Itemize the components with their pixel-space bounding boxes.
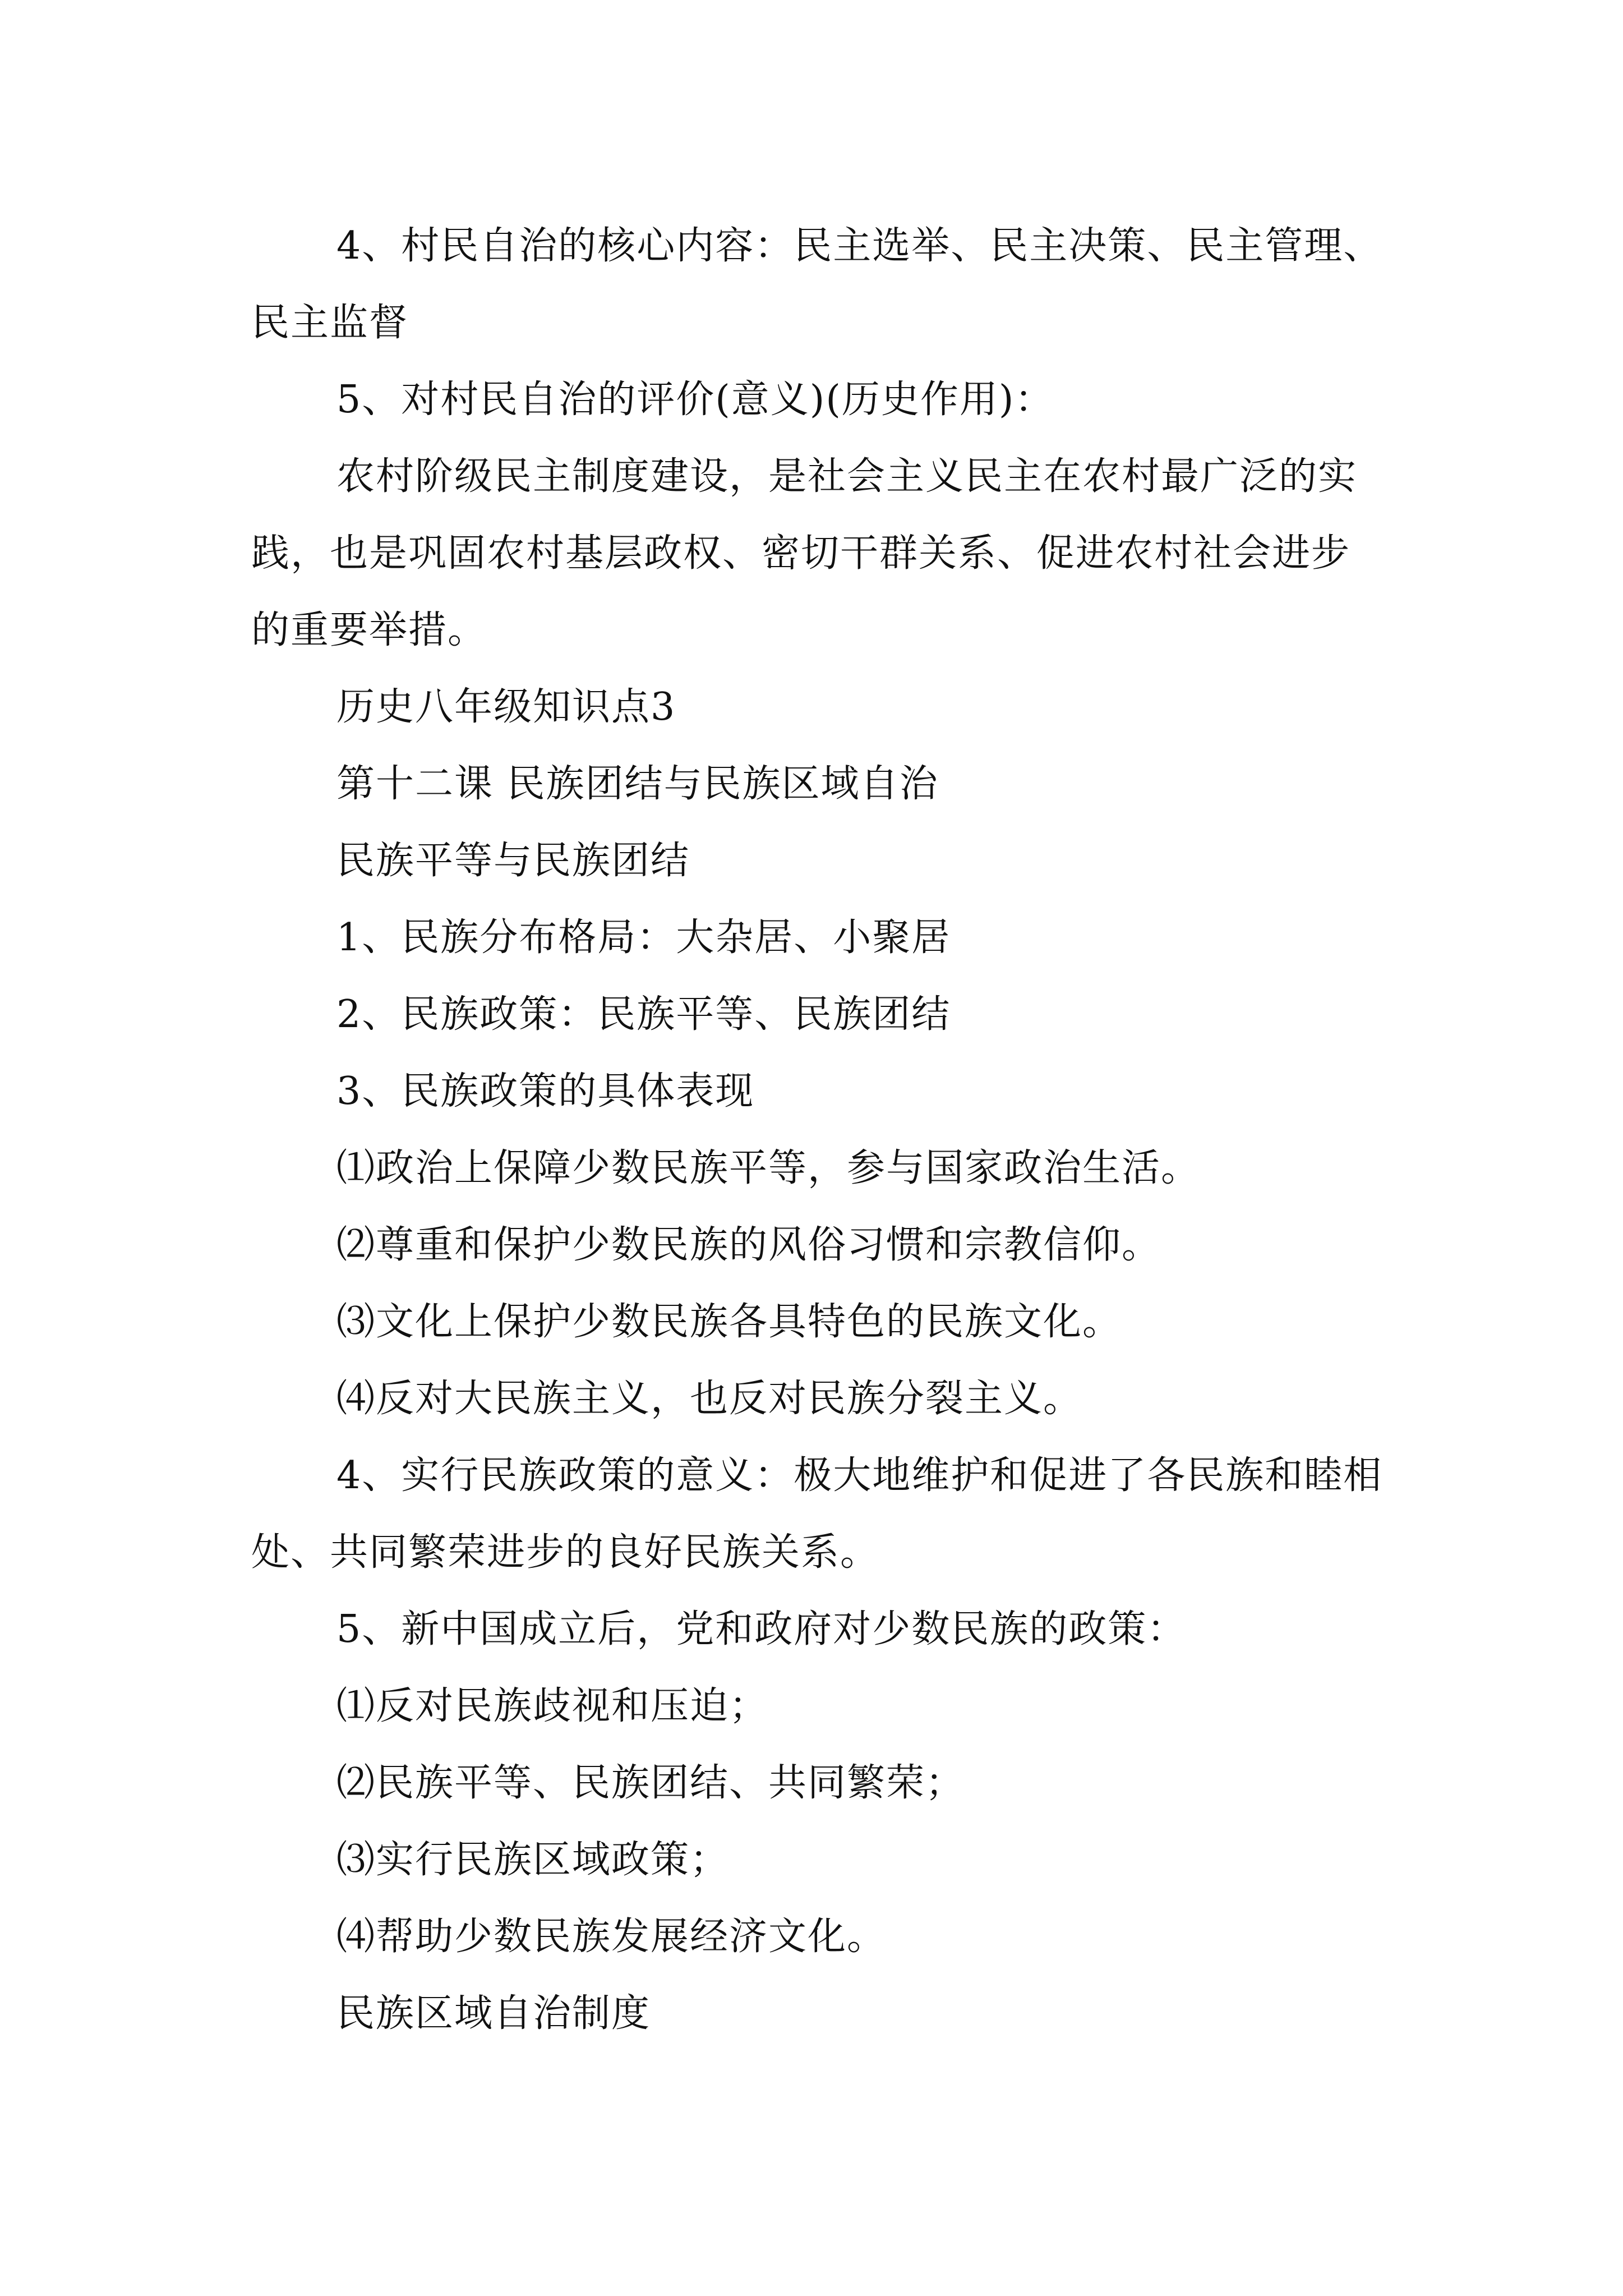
list-item-new-china-policy: 5、新中国成立后，党和政府对少数民族的政策： — [336, 1607, 1187, 1651]
sub-item-equality-unity: ⑵民族平等、民族团结、共同繁荣； — [336, 1761, 965, 1805]
subheading-ethnic-equality: 民族平等与民族团结 — [336, 839, 690, 883]
sub-item-oppose: ⑷反对大民族主义，也反对民族分裂主义。 — [336, 1377, 1083, 1421]
paragraph-rural-democracy: 农村阶级民主制度建设，是社会主义民主在农村最广泛的实践，也是巩固农村基层政权、密切干群关系、促进农村社会进步的重要举措。 — [251, 454, 1358, 652]
paragraph-village-autonomy-evaluation: 5、对村民自治的评价(意义)(历史作用)： — [336, 378, 1054, 422]
sub-item-oppose-discrimination: ⑴反对民族歧视和压迫； — [336, 1684, 769, 1728]
subheading-regional-autonomy: 民族区域自治制度 — [336, 1991, 651, 2036]
list-item-policy-manifestation: 3、民族政策的具体表现 — [336, 1069, 755, 1114]
list-item-significance: 4、实行民族政策的意义：极大地维护和促进了各民族和睦相处、共同繁荣进步的良好民族关系。 — [251, 1453, 1383, 1575]
lesson-title: 第十二课 民族团结与民族区域自治 — [336, 762, 939, 806]
list-item-distribution: 1、民族分布格局：大杂居、小聚居 — [336, 915, 951, 960]
paragraph-village-autonomy-core: 4、村民自治的核心内容：民主选举、民主决策、民主管理、民主监督 — [251, 224, 1383, 345]
sub-item-political: ⑴政治上保障少数民族平等，参与国家政治生活。 — [336, 1146, 1201, 1190]
sub-item-regional-policy: ⑶实行民族区域政策； — [336, 1838, 730, 1882]
sub-item-culture: ⑶文化上保护少数民族各具特色的民族文化。 — [336, 1300, 1122, 1344]
document-body — [251, 208, 1384, 2052]
sub-item-help-develop: ⑷帮助少数民族发展经济文化。 — [336, 1915, 887, 1959]
section-heading-knowledge-point-3: 历史八年级知识点3 — [336, 685, 676, 729]
sub-item-customs: ⑵尊重和保护少数民族的风俗习惯和宗教信仰。 — [336, 1223, 1161, 1267]
list-item-policy: 2、民族政策：民族平等、民族团结 — [336, 992, 951, 1037]
